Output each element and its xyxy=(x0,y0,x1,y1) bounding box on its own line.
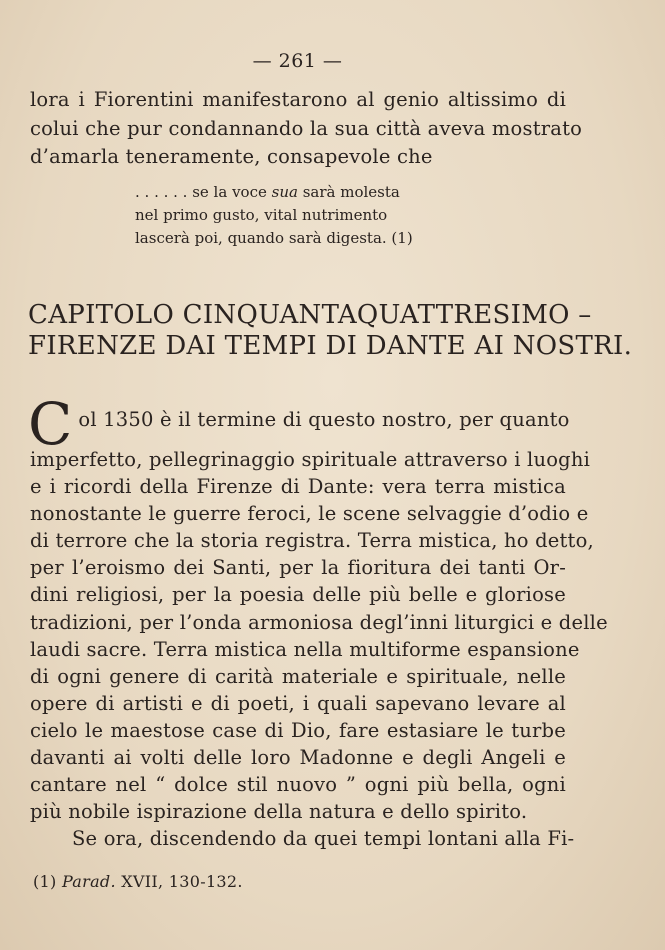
page-number: — 261 — xyxy=(252,50,343,72)
body-line: tradizioni, per l’onda armoniosa degl’inni liturgici e delle xyxy=(30,610,608,634)
footnote xyxy=(33,872,243,891)
body-line: imperfetto, pellegrinaggio spirituale attraverso i luoghi xyxy=(30,448,591,471)
body-line: di terrore che la storia registra. Terra mistica, ho detto, xyxy=(30,529,594,553)
intro-line: d’amarla teneramente, consapevole che xyxy=(30,145,433,168)
chapter-body xyxy=(28,390,608,852)
chapter-title-line: CAPITOLO CINQUANTAQUATTRESIMO – xyxy=(28,300,592,330)
quote-line xyxy=(135,181,413,204)
body-line: cantare nel “ dolce stil nuovo ” ogni più bella, ogni xyxy=(30,773,566,797)
body-line: ol 1350 è il termine di questo nostro, per quanto xyxy=(78,408,570,431)
body-line: davanti ai volti delle loro Madonne e degli Angeli e xyxy=(30,746,566,770)
body-line: più nobile ispirazione della natura e dello spirito. xyxy=(30,800,528,824)
quote-italic-word: sua xyxy=(271,183,298,201)
footnote-number: (1) xyxy=(33,872,62,891)
intro-line: colui che pur condannando la sua città aveva mostrato xyxy=(30,116,583,140)
body-line: nonostante le guerre feroci, le scene selvaggie d’odio e xyxy=(30,502,589,526)
intro-paragraph xyxy=(30,86,583,172)
body-line-new-paragraph: Se ora, discendendo da quei tempi lontani alla Fi- xyxy=(72,827,575,851)
body-line: per l’eroismo dei Santi, per la fioritura dei tanti Or- xyxy=(30,556,566,580)
quote-line-prefix: . . . . . . se la voce xyxy=(135,183,272,201)
body-line: dini religiosi, per la poesia delle più belle e gloriose xyxy=(30,583,566,607)
drop-cap: C xyxy=(28,390,73,458)
body-line: cielo le maestose case di Dio, fare estasiare le turbe xyxy=(30,718,566,742)
body-line: opere di artisti e di poeti, i quali sapevano levare al xyxy=(30,691,566,715)
quote-line-suffix: sarà molesta xyxy=(297,183,400,201)
quote-line: lascerà poi, quando sarà digesta. (1) xyxy=(135,229,413,247)
body-line: di ogni genere di carità materiale e spirituale, nelle xyxy=(30,664,566,688)
footnote-reference: XVII, 130-132. xyxy=(115,872,243,891)
footnote-source: Parad. xyxy=(61,872,116,891)
body-line: laudi sacre. Terra mistica nella multiforme espansione xyxy=(30,637,580,661)
body-line: e i ricordi della Firenze di Dante: vera terra mistica xyxy=(30,475,566,499)
quote-line: nel primo gusto, vital nutrimento xyxy=(135,206,388,224)
chapter-title xyxy=(28,300,633,362)
intro-line: lora i Fiorentini manifestarono al genio altissimo di xyxy=(30,88,566,111)
dante-quotation xyxy=(135,181,413,250)
chapter-title-line: FIRENZE DAI TEMPI DI DANTE AI NOSTRI. xyxy=(28,331,633,361)
